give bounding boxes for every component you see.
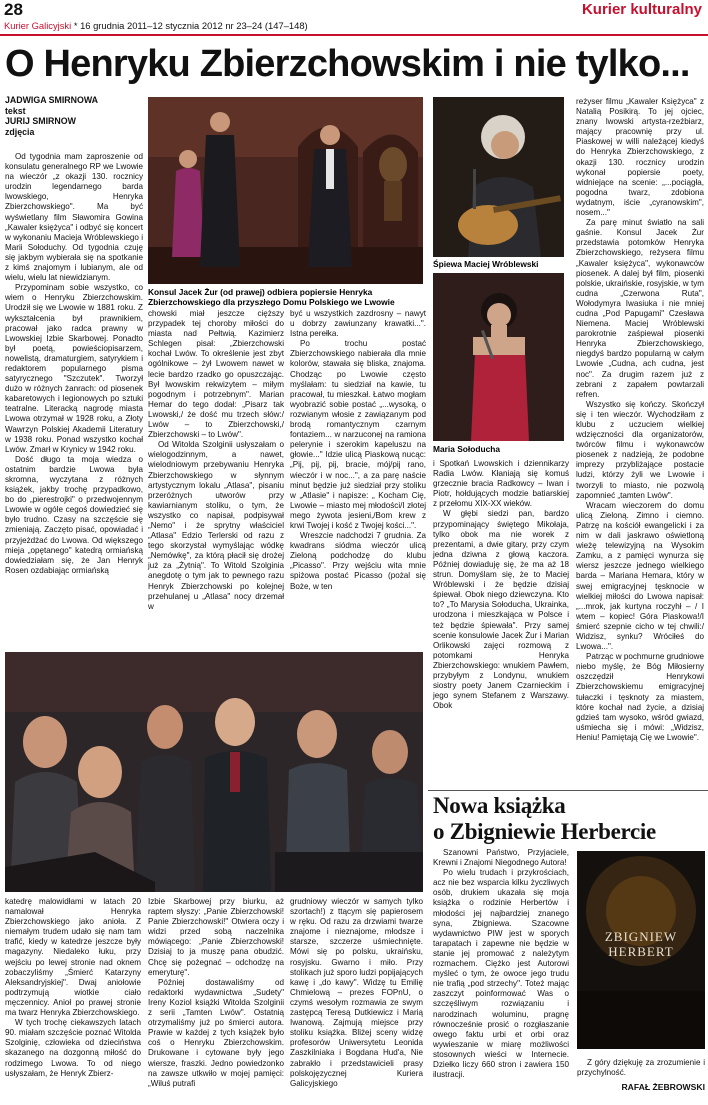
paragraph: Dość długo ta moja wiedza o ostatnim bardzie Lwowa była skromna, wyczytana z różnych książek, jakby trochę przypadkowo, bo do „pierestrojki" o przedwojennym Lwowie w ogóle cegoś dowiedzieć się było trudno. Czasy na szczęście się zmieniają. Zaczęto pisać, opowiadać i przyjeżdżać do Lwowa. Od większego mieja „opętanego" katedrą ormiańską dowiedziałam się, że Jan Henryk Rosen ozdabiając ormiańską <box>5 454 143 575</box>
author-name: JADWIGA SMIRNOWA <box>5 95 99 105</box>
article2-title-line-2: o Zbigniewie Herbercie <box>433 819 656 844</box>
article2-title-line-1: Nowa książka <box>433 793 566 818</box>
article2-title <box>433 793 705 845</box>
photo-maria <box>433 273 564 441</box>
article-column-3 <box>290 309 426 633</box>
photo-audience-image <box>5 652 423 892</box>
photo-consul-image <box>148 97 423 284</box>
paragraph: Wszystko się kończy. Skończył się i ten wieczór. Wychodziłam z klubu z uczuciem wielkiej wdzięczności dla organizatorów, twórców filmu i wykonawców piosenek z nadzieją, że podobne imprezy przybliżające postacie ludzi, którzy żyli we Lwowie i tworzyli to miasto, nie pozwolą zapomnieć „tamten Lwów". <box>576 399 704 500</box>
photo-maria-image <box>433 273 564 441</box>
paragraph: Po wielu trudach i przykrościach, acz nie bez wsparcia kilku życzliwych osób, drukiem ukazała się moja książka o rodzinie Herbertów i młodości jej najbardziej znanego syna, Zbigniewa. Szacowne wydawnictwo PIW jest w sporych tarapatach i zapewne nie będzie w stanie jej promować z należytym rozmachem. Ciężko jest Autorowi myśleć o tym, że owoce jego trudu nie trafią „pod strzechy". Toteż mając zaszczyt poinformować Was o szczęśliwym rozwiązaniu i narodzinach woluminu, pragnę równocześnie prosić o rozgłaszanie owego faktu urbi et orbi oraz wywieszanie w miarę możliwości stosownych wieści w Internecie. Dziełko liczy 660 stron i zawiera 150 ilustracji. <box>433 868 569 1080</box>
paragraph: Wracam wieczorem do domu ulicą Zieloną. Zimno i ciemno. Patrzę na kościół ewangelicki i za nim w dali jaskrawo oświetloną wieżę telewizyjną na Wysokim Zamku, a z pamięci wynurza się wiersz jeszcze jednego wielkiego barda – Mariana Hemara, który w swej emigracyjnej tęsknocie w wielkiej miłości do Lwowa napisał: „...mrok, jak kurtyna roczyhł – / I wtem – kopiec! Góra Piaskowa!/I śmierć szepnie cicho w tej chwili:/ Widzisz, synku? Wróciłeś do Lwowa...". <box>576 500 704 652</box>
book-cover-title-line-1: ZBIGNIEW <box>604 929 678 944</box>
photo-singer-caption: Śpiewa Maciej Wróblewski <box>433 259 539 269</box>
paragraph: Przypominam sobie wszystko, co wiem o Henryku Zbierzchowskim. Urodził się we Lwowie w 1881 roku. Z wykształcenia był prawnikiem, pracował jako radca prawny w Lwowskiej Izbie Skarbowej. Ponadto był poetą, powieściopisarzem, nowelistą, dramaturgiem, satyrykiem i redaktorem popularnego pisma satyrycznego "Szczutek". Tworzył dużo w różnych żanrach: od piosenek kabaretowych i legionowych po sztuki teatralne. Literacką nagrodę miasta Lwowa otrzymał w 1928 roku, a Złoty Wawrzyn Polskiej Akademii Literatury w 1938 roku. Ponad wszystko kochał Lwów. Zmarł w Krynicy w 1942 roku. <box>5 283 143 454</box>
paragraph: grudniowy wieczór w samych tylko szortach!) z ttącym się papierosem w ręku. Od razu za drzwiami twarze znajome i nieznajome, młodsze i starsze, szczerze uśmiechnięte. Mówi się po polsku, ukraińsku, rosyjsku. Gwarno i miło. Przy stolikach już sporo ludzi popijających kawę i „do kawy". Widzę tu Emilię Chmielową – prezes FOPnU, o czymś wesołym rozmawia ze swym zastępcą Teresą Dutkiewicz i Marią Iwanową. Zajmują miejsce przy stoliku książka. Bliżej sceny widzę profesorów Uniwersytetu Leonida Zaszkilniaka i Bogdana Hud'a, Nie zabrakło i przedstawicieli prasy polskojęzycznej Kuriera Galicyjskiego <box>290 897 423 1088</box>
article-title: O Henryku Zbierzchowskim i nie tylko... <box>5 43 690 85</box>
article-column-2 <box>148 309 284 633</box>
paragraph: Od Witolda Szolginii usłyszałam o wielogodzinnym, a nawet, wielodniowym przebywaniu Henryka Zbierzchowskiego w słynnym artystycznym lokalu „Atlasa", pisaniu przeróżnych utworów przy kawiarnianym stoliku, o tym, że wszystko co napisał, podpisywał „Nemo" i że sprytny właściciel „Atlasa" Edzio Terlerski od razu z tego skorzystał wymyślając wódkę „Nemówkę", za którą płacił się drożej już za „Żytnią". To Witold Szolginia anegdotę o tym jak to pewnego razu Henryk Zbierzchowski po kolejnej przehulanej u „Atlasa" nocy drzemał w <box>148 440 284 611</box>
paragraph: Izbie Skarbowej przy biurku, aż raptem słyszy: „Panie Zbierzchowski! Panie Zbierzchowski!" Otwiera oczy i widzi przed sobą naczelnika mówiącego: „Panie Zbierzchowski! Dzisiaj to ja muszę pana obudzić. Chcę się pożegnać – odchodzę na emeryturę". <box>148 897 284 977</box>
paragraph: Po trochu postać Zbierzchowskiego nabierała dla mnie kolorów, stawała się bliska, znajoma. Chodząc po Lwowie często myślałam: tu siedział na kawie, tu pracował, tu mieszkał. Łatwo mogłam wyobrazić sobie postać „...wysoką, o rozwianym włosie z zawiązanym pod brodą romantycznym czarnym fontaziem... w narzuconej na ramiona pelerynie i szerokim kapeluszu na głowie..." Idzie ulicą Piaskową nucąc: „Pij, pij, pij, bracie, mój/pij rano, wieczór i w noc...", a za parę naście minut będzie już siedział przy stoliku w „Atlasie" i napisze: „ Kocham Cię, Lwowie – miasto mej młodości/I złotej mego żywota jesieni,/Bom krew z krwi Twojej i kość z Twojej kości...". <box>290 339 426 530</box>
book-cover-title <box>577 929 705 959</box>
header-rule <box>0 34 708 36</box>
section-title: Kurier kulturalny <box>581 1 702 18</box>
book-cover-title-line-2: HERBERT <box>608 944 674 959</box>
paragraph: być u wszystkich zazdrosny – nawyt u dobrzy zawiunzany krawatki...". Istna perełka. <box>290 309 426 339</box>
photo-audience <box>5 652 423 892</box>
paragraph: Za parę minut światło na sali gaśnie. Konsul Jacek Żur przedstawia potomków Henryka Zbierzchowskiego, reżysera filmu „Kawaler księżyca", wykonawców piosenek. A dalej był film, piosenki polskie, ukraińskie, rosyjskie, w tym cudna „Czerwona Ruta", Wołodymyra Iwasiuka i nie mniej cudna „Pod Papugami" Czesława Niemena. Maciej Wróblewski parokrotnie zaśpiewał piosenki Henryka Zbierzchowskiego, niegdyś bardzo popularną w całym Lwowie „Cudna, ach cudna, jest noc". Za drugim razem już z zebrani z zapałem powtarzali refren. <box>576 218 704 399</box>
issue-info: * 16 grudnia 2011–12 stycznia 2012 nr 23–24 (147–148) <box>73 20 308 31</box>
photo-singer-image <box>433 97 564 257</box>
article2-closing <box>577 1058 705 1078</box>
photo-consul-caption: Konsul Jacek Żur (od prawej) odbiera popiersie Henryka Zbierzchowskiego dla przyszłego Domu Polskiego we Lwowie <box>148 287 395 307</box>
publication-name: Kurier Galicyjski <box>4 20 72 31</box>
article-column-4 <box>433 459 569 711</box>
byline <box>5 95 143 137</box>
article-column-5 <box>576 97 704 785</box>
paragraph: W tych trochę ciekawszych latach 90. miałam szczęście poznać Witolda Szolginię, człowieka od dzieciństwa skazanego na dozgonną miłość do rodzimego Lwowa. To od niego usłyszałam, że Henryk Zbierz- <box>5 1018 141 1078</box>
photo-consul <box>148 97 423 284</box>
article2-rule <box>428 790 708 791</box>
paragraph: chowski miał jeszcze cięższy przypadek tej choroby miłości do miasta nad Pełtwią. Kazimierz Schlegen pisał: „Zbierzchowski kochał Lwów. To określenie jest zbyt ogólnikowe – żył Lwowem nawet w lecie bardzo rzadko go opuszczając. Był lwowskim rekwizytem – miłym pogodnym i potrzebnym". Marian Hemar do tego dodał: „Pisarz tak Lwowski,/ że dość mu trzech słów:/ Lwów – to Zbierzchowski,/ Zbierzchowski – to Lwów". <box>148 309 284 440</box>
article-bottom-column-1 <box>5 897 141 1103</box>
paragraph: Wreszcie nadchodzi 7 grudnia. Za kwadrans siódma wieczór ulicą Zieloną podchodzę do klubu „Picasso". Przy wejściu wita mnie spiżowa postać Picasso (pożal się Boże, w ten <box>290 531 426 591</box>
article2-body <box>433 848 569 1101</box>
paragraph: W głębi siedzi pan, bardzo przypominający świętego Mikołaja, tylko obok ma nie worek z prezentami, a dwie gitary, przy czym jedna dziwna z głową kaczora. Później dowiaduję się, że ma aż 18 strun. Domyślam się, że to Maciej Wróblewski i że będzie dzisiaj śpiewał. Obok niego dziewczyna. Kto to? „To Marysia Sołoducha, Ukrainka, urodzona i mieszkająca w Polsce i też będzie śpiewała". Przy samej scenie konsulowie Jacek Żur i Marian Orlikowski zajęci rozmową z potomkami Henryka Zbierzchowskiego: wnukiem Pawłem, przybyłym z Londynu, wnukiem siostry poety Janem Czarnieckim i jego synem Stefanem z Warszawy. Obok <box>433 509 569 711</box>
photographer-name: JURIJ SMIRNOW <box>5 116 76 127</box>
book-cover <box>577 851 705 1049</box>
paragraph: Patrząc w pochmurne grudniowe niebo myślę, że Bóg Miłosierny oszczędził Henrykowi Zbierzchowskiemu emigracyjnej tułaczki i tęsknoty za miastem, które kochał nad życie, a dzisiaj gdzieś tam wysoko, wśród gwiazd, uśmiecha się i mówi: „Widzisz, Heniu! Pamiętają Cię we Lwowie". <box>576 652 704 742</box>
paragraph: Od tygodnia mam zaproszenie od konsulatu generalnego RP we Lwowie na wieczór „z okazji 130. rocznicy urodzin legendarnego barda lwowskiego, Henryka Zbierzchowskiego". Ma być wyświetlany film Sławomira Gowina „Kawaler księżyca" i odbyć się koncert w wykonaniu Macieja Wróblewskiego i Marii Sołoduchy. Od tygodnia czuję się jakbym wybierała się na spotkanie z kimś znajomym i lubianym, ale od wielu, wielu lat niewidzianym. <box>5 152 143 283</box>
photo-singer <box>433 97 564 257</box>
photo-maria-caption: Maria Sołoducha <box>433 444 501 454</box>
masthead <box>4 20 308 31</box>
paragraph: Z góry dziękuję za zrozumienie i przychylność. <box>577 1058 705 1078</box>
article-bottom-column-3 <box>290 897 423 1103</box>
paragraph: Później dostawaliśmy od redaktorki wydawnictwa „Sudety" Ireny Koziol książki Witolda Szolginii z serii „Tamten Lwów". Ostatnią otrzymaliśmy już po śmierci autora. Prawie w każdej z tych książek było coś o Henryku Zbierzchowskim. Drukowane i cytowane były jego wiersze, fraszki. Jedno powiedzonko na zawsze utkwiło w mojej pamięci: „Wiluś putrafi <box>148 977 284 1088</box>
article2-signature: RAFAŁ ŻEBROWSKI <box>621 1082 705 1092</box>
paragraph: reżyser filmu „Kawaler Księżyca" z Natalią Posikirą. To jej ojciec, znany lwowski artysta-rzeźbiarz, mający pracownię przy ul. Piaskowej w willi należącej kiedyś do Henryka Zbierzchowskiego, z okazji 130. rocznicy urodzin wykonał popiersie poety, widniejące na scenie: „...pociągła, pogodna twarz, zdobiona wydatnym, iście „cyranowskim", nosem..." <box>576 97 704 218</box>
article-bottom-column-2 <box>148 897 284 1103</box>
author-role: tekst <box>5 105 26 116</box>
paragraph: Szanowni Państwo, Przyjaciele, Krewni i Znajomi Niegodnego Autora! <box>433 848 569 868</box>
paragraph: i Spotkań Lwowskich i dziennikarzy Radia Lwów. Kłaniają się komuś grzecznie bracia Radkowcy – Iwan i Piotr, hołdujących modzie batiarskiej z przełomu XIX-XX wieków. <box>433 459 569 509</box>
page-number: 28 <box>4 0 23 19</box>
paragraph: katedrę malowidłami w latach 20 namalował Henryka Zbierzchowskiego jako anioła. Z niemałym trudem udało się nam tam trafić, kiedy w katedrze jeszcze były magazyny. Niedaleko łuku, przy wejściu po lewej stronie nad oknem zobaczyliśmy „Śmierć Katarzyny Aleksandryjskiej". Dwaj aniołowie podtrzymują wiotkie ciało męczennicy. Anioł po prawej stronie ma twarz Henryka Zbierzchowskiego. <box>5 897 141 1018</box>
photographer-role: zdjęcia <box>5 126 35 137</box>
